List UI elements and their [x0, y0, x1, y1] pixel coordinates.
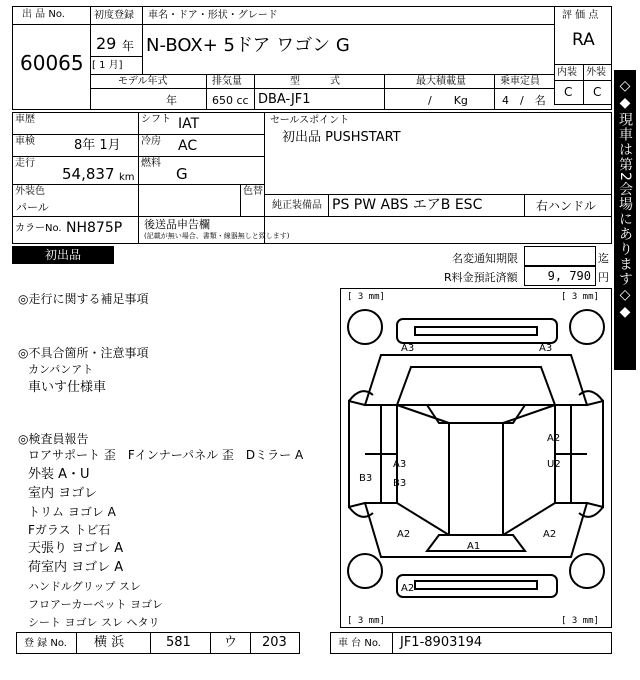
displacement-value: 650 cc — [212, 94, 249, 107]
inspector-item: フロアーカーペット ヨゴレ — [28, 598, 163, 611]
first-reg-label: 初度登録 — [94, 10, 134, 21]
mileage-label: 走行 — [15, 158, 35, 169]
registration-kana: ウ — [224, 635, 238, 650]
type-label: 型 式 — [290, 76, 340, 87]
car-name: N-BOX+ 5ドア ワゴン G — [146, 35, 350, 56]
name-change-unit: 迄 — [598, 252, 609, 265]
inspector-item: 荷室内 ヨゴレ A — [28, 560, 124, 575]
name-change-box — [524, 246, 596, 266]
history-label: 車歴 — [15, 114, 35, 125]
capacity-label: 乗車定員 — [500, 76, 540, 87]
exterior-grade: C — [593, 85, 602, 99]
damage-tag: U2 — [547, 459, 561, 470]
inspector-title: ◎検査員報告 — [18, 432, 89, 446]
inspector-item: 室内 ヨゴレ — [28, 486, 98, 501]
aftermarket-label: 後送品申告欄 — [144, 218, 210, 231]
ext-color-label: 外装色 — [15, 186, 45, 197]
displacement-label: 排気量 — [212, 76, 242, 87]
tire-bottom-right-label: [ 3 mm] — [561, 616, 599, 626]
interior-label: 内装 — [557, 67, 577, 78]
aftermarket-note: (記載が無い場合、書類・線器無しと致します) — [144, 232, 290, 240]
type-value: DBA-JF1 — [258, 92, 311, 107]
sales-point-label: セールスポイント — [270, 115, 350, 126]
chassis-number: JF1-8903194 — [400, 635, 483, 650]
fuel-value: G — [176, 165, 188, 183]
exterior-label: 外装 — [586, 67, 606, 78]
damage-tag: A2 — [397, 529, 411, 540]
recycle-label: R料金預託済額 — [444, 271, 518, 284]
damage-tag: A3 — [401, 343, 415, 354]
damage-tag: A2 — [401, 583, 415, 594]
fuel-label: 燃料 — [141, 158, 161, 169]
registration-class: 581 — [166, 635, 191, 650]
recycle-unit: 円 — [598, 271, 609, 284]
lot-label: 出 品 No. — [22, 9, 65, 20]
recycle-box — [524, 266, 596, 286]
aircon-value: AC — [178, 138, 198, 154]
defect-item: カンパンアト — [28, 363, 94, 376]
lot-number: 60065 — [20, 51, 84, 75]
car-diagram-svg — [341, 289, 611, 627]
damage-tag: B3 — [359, 473, 373, 484]
first-reg-year: 29 — [96, 34, 117, 53]
grade-value: RA — [572, 30, 595, 50]
registration-number: 203 — [262, 635, 287, 650]
model-year-label: モデル年式 — [118, 76, 168, 87]
side-banner — [614, 70, 636, 370]
tire-top-right-label: [ 3 mm] — [561, 292, 599, 302]
shift-value: IAT — [178, 116, 200, 132]
aircon-label: 冷房 — [141, 136, 161, 147]
defects-title: ◎不具合箇所・注意事項 — [18, 346, 149, 360]
sales-point-value: 初出品 PUSHSTART — [282, 130, 401, 145]
inspector-item: Fガラス トビ石 — [28, 523, 111, 537]
recycle-value: 9, 790 — [547, 269, 591, 283]
mileage-value: 54,837 — [62, 165, 115, 183]
inspector-item: シート ヨゴレ スレ ヘタリ — [28, 616, 160, 629]
capacity-value: 4 / 名 — [502, 94, 546, 107]
inspector-item: 天張り ヨゴレ A — [28, 541, 124, 556]
mileage-unit: km — [119, 172, 135, 183]
equipment-value: PS PW ABS エアB ESC — [332, 197, 483, 213]
first-reg-month: [ 1 月] — [92, 60, 123, 71]
first-listing-badge-text: 初出品 — [44, 248, 81, 262]
ext-color-value: パール — [16, 201, 49, 214]
color-no-label: カラーNo. — [15, 223, 62, 234]
first-listing-badge — [12, 246, 114, 264]
inspection-value: 8年 1月 — [74, 138, 121, 153]
side-banner-text: ◇◆現車は第2会場にあります◇◆ — [617, 78, 633, 321]
max-load-value: / Kg — [428, 94, 468, 107]
registration-area: 横 浜 — [94, 635, 125, 650]
tire-top-left-label: [ 3 mm] — [347, 292, 385, 302]
damage-tag: A2 — [543, 529, 557, 540]
color-no-value: NH875P — [66, 220, 123, 236]
inspector-item: トリム ヨゴレ A — [28, 505, 116, 519]
damage-tag: B3 — [393, 478, 407, 489]
tire-bottom-left-label: [ 3 mm] — [347, 616, 385, 626]
color-change-label: 色替 — [243, 186, 263, 197]
interior-grade: C — [564, 85, 573, 99]
inspector-item: ロアサポート 歪 Fインナーパネル 歪 Dミラー A — [28, 448, 304, 462]
registration-label: 登 録 No. — [24, 638, 67, 649]
inspector-item: ハンドルグリップ スレ — [28, 580, 141, 593]
car-diagram — [340, 288, 612, 628]
handle-value: 右ハンドル — [536, 199, 597, 213]
shift-label: シフト — [141, 114, 171, 125]
equipment-label: 純正装備品 — [272, 200, 322, 211]
model-year-unit: 年 — [166, 94, 177, 107]
damage-tag: A3 — [393, 459, 407, 470]
inspection-label: 車検 — [15, 136, 35, 147]
first-reg-year-unit: 年 — [122, 39, 135, 53]
damage-tag: A1 — [467, 541, 481, 552]
inspector-item: 外装 A・U — [28, 467, 90, 482]
chassis-label: 車 台 No. — [338, 638, 381, 649]
driving-notes-title: ◎走行に関する補足事項 — [18, 292, 149, 306]
damage-tag: A3 — [539, 343, 553, 354]
grade-label: 評 価 点 — [562, 10, 599, 21]
car-name-label: 車名・ドア・形状・グレード — [148, 10, 278, 21]
damage-tag: A2 — [547, 433, 561, 444]
max-load-label: 最大積載量 — [416, 76, 466, 87]
name-change-label: 名変通知期限 — [452, 252, 518, 265]
defect-item: 車いす仕様車 — [28, 380, 107, 395]
